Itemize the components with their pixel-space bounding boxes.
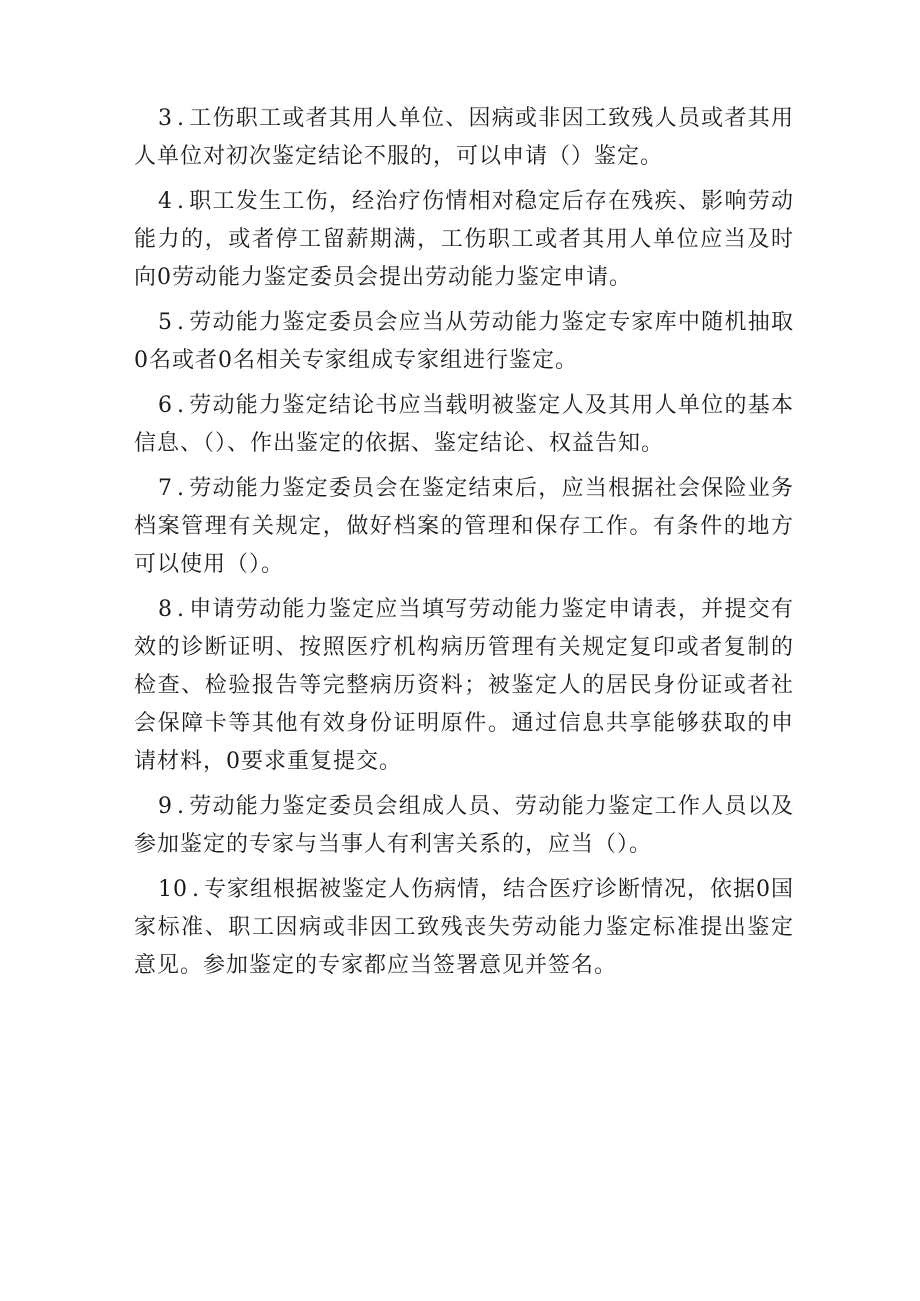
question-separator: . <box>177 597 185 622</box>
question-10 <box>134 871 794 985</box>
question-separator: . <box>177 106 185 131</box>
question-text: 劳动能力鉴定委员会在鉴定结束后，应当根据社会保险业务档案管理有关规定，做好档案的管理和保存工作。有条件的地方可以使用（）。 <box>134 476 794 577</box>
question-separator: . <box>177 476 185 501</box>
question-7 <box>134 470 794 584</box>
question-number: 3 <box>158 106 173 131</box>
question-separator: . <box>177 794 185 819</box>
question-separator: . <box>177 393 185 418</box>
question-number: 9 <box>158 794 173 819</box>
question-text: 工伤职工或者其用人单位、因病或非因工致残人员或者其用人单位对初次鉴定结论不服的，可以申请（）鉴定。 <box>134 106 794 169</box>
question-number: 10 <box>158 877 188 902</box>
question-6 <box>134 387 794 463</box>
question-separator: . <box>192 877 200 902</box>
question-number: 6 <box>158 393 173 418</box>
question-number: 4 <box>158 189 173 214</box>
question-text: 劳动能力鉴定结论书应当载明被鉴定人及其用人单位的基本信息、（）、作出鉴定的依据、鉴定结论、权益告知。 <box>134 393 794 456</box>
question-9 <box>134 788 794 864</box>
question-number: 8 <box>158 597 173 622</box>
question-4 <box>134 183 794 297</box>
question-5 <box>134 304 794 380</box>
question-text: 职工发生工伤，经治疗伤情相对稳定后存在残疾、影响劳动能力的，或者停工留薪期满，工伤职工或者其用人单位应当及时向0劳动能力鉴定委员会提出劳动能力鉴定申请。 <box>134 189 794 290</box>
question-text: 劳动能力鉴定委员会组成人员、劳动能力鉴定工作人员以及参加鉴定的专家与当事人有利害关系的，应当（）。 <box>134 794 794 857</box>
question-separator: . <box>177 189 185 214</box>
question-text: 申请劳动能力鉴定应当填写劳动能力鉴定申请表，并提交有效的诊断证明、按照医疗机构病历管理有关规定复印或者复制的检查、检验报告等完整病历资料；被鉴定人的居民身份证或者社会保障卡等其他有效身份证明原件。通过信息共享能够获取的申请材料，0要求重复提交。 <box>134 597 794 774</box>
question-text: 劳动能力鉴定委员会应当从劳动能力鉴定专家库中随机抽取0名或者0名相关专家组成专家组进行鉴定。 <box>134 310 794 373</box>
document-page <box>134 100 794 992</box>
question-8 <box>134 591 794 781</box>
question-number: 5 <box>158 310 173 335</box>
question-3 <box>134 100 794 176</box>
question-text: 专家组根据被鉴定人伤病情，结合医疗诊断情况，依据0国家标准、职工因病或非因工致残丧失劳动能力鉴定标准提出鉴定意见。参加鉴定的专家都应当签署意见并签名。 <box>134 877 794 978</box>
question-number: 7 <box>158 476 173 501</box>
question-separator: . <box>177 310 185 335</box>
